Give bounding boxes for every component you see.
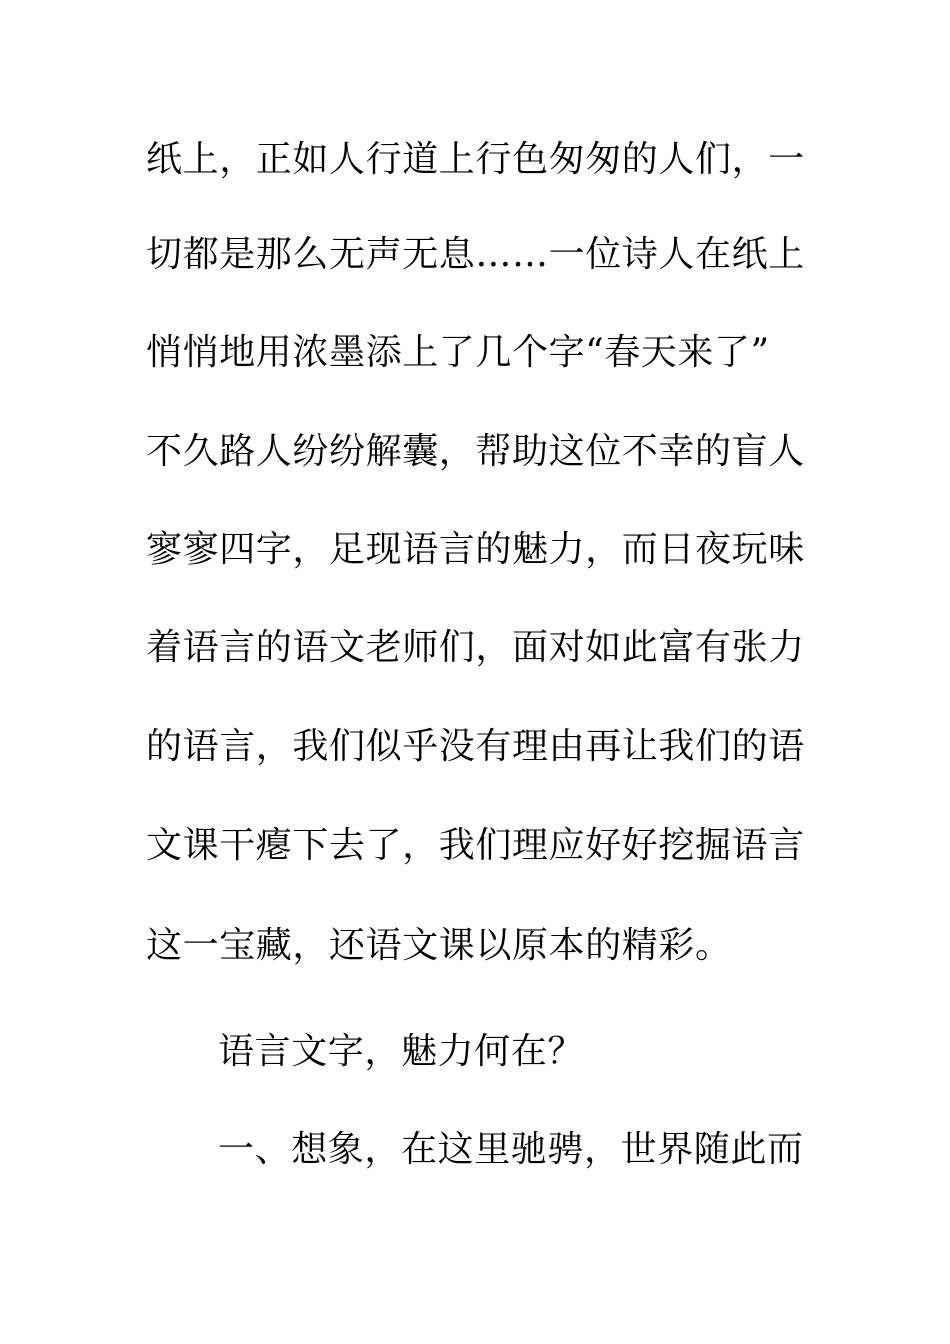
question-heading: 语言文字，魅力何在？ <box>218 1031 585 1072</box>
paragraph-line: 悄悄地用浓墨添上了几个字“春天来了” <box>146 332 770 373</box>
paragraph-line: 这一宝藏，还语文课以原本的精彩。 <box>146 925 732 966</box>
paragraph-line: 不久路人纷纷解囊，帮助这位不幸的盲人 <box>146 431 805 472</box>
paragraph-line: 切都是那么无声无息……一位诗人在纸上 <box>146 234 805 275</box>
section-heading: 一、想象，在这里驰骋，世界随此而 <box>218 1129 804 1170</box>
paragraph-line: 的语言，我们似乎没有理由再让我们的语 <box>146 726 805 767</box>
paragraph-line: 文课干瘪下去了，我们理应好好挖掘语言 <box>146 825 805 866</box>
paragraph-line: 纸上，正如人行道上行色匆匆的人们，一 <box>146 139 805 180</box>
paragraph-line: 着语言的语文老师们，面对如此富有张力 <box>146 627 805 668</box>
paragraph-line: 寥寥四字，足现语言的魅力，而日夜玩味 <box>146 529 805 570</box>
